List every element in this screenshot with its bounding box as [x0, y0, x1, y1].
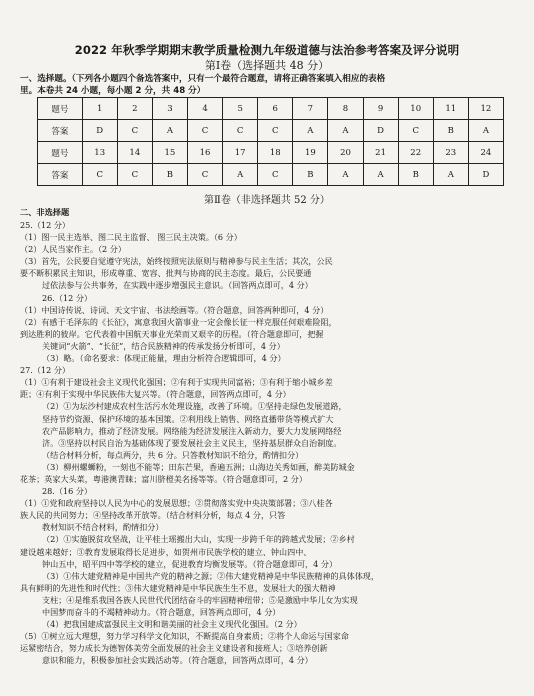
- table-cell: 10: [398, 98, 433, 120]
- table-cell: 18: [258, 142, 293, 164]
- answer-row: [38, 120, 504, 142]
- table-cell: 8: [328, 98, 363, 120]
- table-cell: 23: [433, 142, 468, 164]
- answer-line: 25.（12 分）: [20, 220, 71, 230]
- answer-line: （4）把我国建成富强民主文明和谐美丽的社会主义现代化强国。（2 分）: [42, 619, 302, 630]
- answer-line: 过依法参与公共事务，在实践中逐步增强民主意识。（回答两点即可，4 分）: [42, 280, 313, 291]
- section-one-line-1: 一、选择题。（下列各小题四个备选答案中，只有一个最符合题意，请将正确答案填入相应的表格: [20, 74, 386, 84]
- table-cell: A: [433, 164, 468, 186]
- row-label: 题号: [38, 142, 83, 164]
- answer-line: （2）有感于毛泽东的《长征》，寓意我国火箭事业一定会像长征一样克服任何艰难险阻，: [20, 316, 337, 327]
- table-cell: D: [468, 164, 503, 186]
- answer-line: （5）①树立远大理想，努力学习科学文化知识，不断提高自身素质；②将个人命运与国家命: [20, 631, 349, 642]
- table-cell: 14: [117, 142, 152, 164]
- table-cell: C: [117, 120, 152, 142]
- answer-line: 中国梦而奋斗的不竭精神动力。（符合题意，回答两点即可，4 分）: [42, 607, 281, 617]
- answer-line: 关键词“火箭”、“长征”，结合民族精神的传承发扬分析即可，4 分）: [42, 340, 285, 351]
- answer-line: 意识和能力，积极参加社会实践活动等。（符合题意，回答两点即可，4 分）: [42, 655, 313, 666]
- answer-line: 济。③坚持以村民自治为基础体现了要发展社会主义民主，坚持基层群众自治制度。: [42, 437, 342, 448]
- section-one-line-2: 里。本卷共 24 小题，每小题 2 分，共 48 分）: [20, 86, 206, 96]
- answer-line: （2）①为坛沙村建成农村生活污水处理设施，改善了环境。①坚持走绿色发展道路，: [42, 401, 347, 412]
- section-two-heading: 二、非选择题: [20, 207, 70, 217]
- table-cell: C: [187, 120, 222, 142]
- answer-table: [37, 97, 504, 186]
- table-cell: 17: [223, 142, 258, 164]
- table-cell: C: [187, 164, 222, 186]
- answer-line: 26.（12 分）: [42, 292, 93, 303]
- answer-line: （3）略。（命名要求：体现正能量，理由分析符合逻辑即可，4 分）: [42, 353, 286, 364]
- answer-line: 建设越来越好；③教育发展取得长足进步，如贺州市民族学校的建立、钟山四中、: [20, 546, 312, 557]
- table-cell: 20: [328, 142, 363, 164]
- table-cell: 9: [363, 98, 398, 120]
- table-cell: B: [293, 164, 328, 186]
- table-cell: C: [258, 164, 293, 186]
- table-cell: 5: [223, 98, 258, 120]
- row-label: 答案: [38, 120, 83, 142]
- answer-line: （1）中国诗传说、诗词、天文宇宙、书法绘画等。（符合题意，回答两种即可，4 分）: [20, 304, 329, 315]
- answer-line: （3）①伟大建党精神是中国共产党的精神之源；②伟大建党精神是中华民族精神的具体体现，: [42, 570, 379, 581]
- answer-line: （结合材料分析，每点两分，共 6 分。只答教材知识不给分，酌情扣分）: [42, 449, 304, 460]
- table-cell: 3: [152, 98, 187, 120]
- answer-line: （3）首先，公民要自觉遵守宪法，始终按照宪法原则与精神参与民主生活；其次，公民: [20, 256, 333, 267]
- table-cell: B: [433, 120, 468, 142]
- table-cell: 19: [293, 142, 328, 164]
- row-label: 题号: [38, 98, 83, 120]
- table-cell: 21: [363, 142, 398, 164]
- table-cell: A: [363, 164, 398, 186]
- table-cell: D: [82, 120, 117, 142]
- answer-line: 要不断积累民主知识，形成尊重、宽容、批判与协商的民主态度。最后，公民要通: [20, 268, 312, 279]
- answer-line: 农产品影响力，推动了经济发展。网络能为经济发展注入新动力，要大力发展网络经: [42, 425, 342, 436]
- answer-line: 支柱；④是维系我国各族人民世代代团结奋斗的牢固精神纽带；⑤是激励中华儿女为实现: [42, 594, 358, 605]
- answer-line: （1）图一民主选举、图二民主监督、 图三民主决策。（6 分）: [20, 232, 242, 243]
- answer-line: 27.（12 分）: [20, 365, 71, 376]
- answer-line: （2）①实施脱贫攻坚战，让平桂土瑶搬出大山，实现一步跨千年的跨越式发展；②乡村: [42, 534, 355, 545]
- table-cell: 4: [187, 98, 222, 120]
- answer-line: 距；④有利于实现中华民族伟大复兴等。（符合题意，回答两点即可，4 分）: [20, 389, 291, 400]
- answer-line: 运紧密结合，努力成长为德智体美劳全面发展的社会主义建设者和接班人；③培养创新: [20, 643, 328, 654]
- answer-line: （2）人民当家作主。（2 分）: [20, 244, 126, 255]
- table-cell: A: [328, 120, 363, 142]
- answer-line: （1）①党和政府坚持以人民为中心的发展思想；②贯彻落实党中央决策部署；③八桂各: [20, 498, 333, 509]
- part-two-title: 第Ⅱ卷（非选择题共 52 分）: [204, 195, 330, 206]
- table-cell: 2: [117, 98, 152, 120]
- answer-line: 28.（16 分）: [42, 486, 93, 497]
- table-cell: 24: [468, 142, 503, 164]
- table-cell: 16: [187, 142, 222, 164]
- answer-line: 到达胜利的彼岸。它代表着中国航天事业光荣而又艰辛的历程。（符合题意即可，把握: [20, 328, 324, 339]
- table-cell: C: [258, 120, 293, 142]
- table-cell: A: [152, 120, 187, 142]
- table-cell: 11: [433, 98, 468, 120]
- table-cell: C: [398, 120, 433, 142]
- answer-line: 教材知识不结合材料，酌情扣分）: [42, 522, 164, 533]
- answer-line: 族人民的共同努力；④坚持改革开放等。（结合材料分析，每点 4 分，只答: [20, 510, 286, 521]
- table-cell: B: [398, 164, 433, 186]
- answer-row: [38, 164, 504, 186]
- table-cell: 1: [82, 98, 117, 120]
- question-number-row: [38, 98, 504, 120]
- table-cell: 15: [152, 142, 187, 164]
- table-cell: C: [82, 164, 117, 186]
- row-label: 答案: [38, 164, 83, 186]
- table-cell: 22: [398, 142, 433, 164]
- table-cell: A: [293, 120, 328, 142]
- answer-line: 钟山五中，昭平四中等学校的建立，促进教育均衡发展等。（符合题意即可，4 分）: [42, 558, 338, 569]
- table-cell: 13: [82, 142, 117, 164]
- answer-line: （1）①有利于建设社会主义现代化强国；②有利于实现共同富裕；③有利于缩小城乡差: [20, 377, 333, 388]
- table-cell: A: [328, 164, 363, 186]
- table-cell: 6: [258, 98, 293, 120]
- table-cell: D: [363, 120, 398, 142]
- table-cell: 7: [293, 98, 328, 120]
- table-cell: C: [223, 120, 258, 142]
- table-cell: 12: [468, 98, 503, 120]
- table-cell: A: [223, 164, 258, 186]
- document-title: 2022 年秋季学期期末教学质量检测九年级道德与法治参考答案及评分说明: [74, 43, 460, 57]
- answer-line: （3）柳州螺蛳粉，一刻也不能等；田东芒果，香遍五洲；山海边关秀如画，醉美防城金: [42, 461, 355, 472]
- answer-line: 具有鲜明的先进性和时代性；③伟大建党精神是中华民族生生不息，发展壮大的强大精神: [20, 582, 336, 593]
- table-cell: B: [152, 164, 187, 186]
- answer-line: 坚持节约资源、保护环境的基本国策。②利用线上销售、网络直播带货等模式扩大: [42, 413, 334, 424]
- part-one-title: 第Ⅰ卷（选择题共 48 分）: [204, 59, 330, 72]
- table-cell: A: [468, 120, 503, 142]
- answer-body: [20, 219, 520, 666]
- section-one-instructions: [20, 73, 520, 97]
- table-cell: C: [117, 164, 152, 186]
- answer-line: 花茶；英家大头菜，粤港澳青睐；富川脐橙美名扬等等。（符合题意即可，2 分）: [20, 473, 307, 484]
- question-number-row: [38, 142, 504, 164]
